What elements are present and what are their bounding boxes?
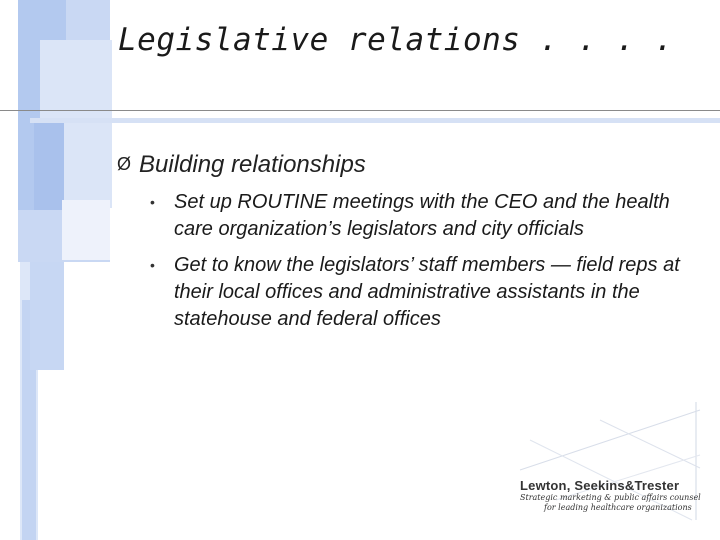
company-logo bbox=[520, 478, 710, 513]
bullet-dot-icon: • bbox=[150, 194, 155, 210]
bullet-text: Get to know the legislators’ staff members — field reps at their local offices and administrative assistants in the statehouse and federal offices bbox=[174, 254, 680, 330]
logo-tagline: Strategic marketing & public affairs counsel bbox=[520, 493, 701, 502]
arrow-bullet-icon: Ø bbox=[117, 154, 132, 174]
bullet-dot-icon: • bbox=[150, 257, 155, 273]
section-heading-text: Building relationships bbox=[139, 151, 366, 178]
bullet-text: Set up ROUTINE meetings with the CEO and the health care organization’s legislators and city officials bbox=[174, 191, 670, 240]
logo-name: Lewton, Seekins&Trester bbox=[520, 478, 680, 493]
slide-title: Legislative relations . . . . bbox=[118, 22, 674, 58]
logo-tagline-2: for leading healthcare organizations bbox=[544, 503, 692, 512]
